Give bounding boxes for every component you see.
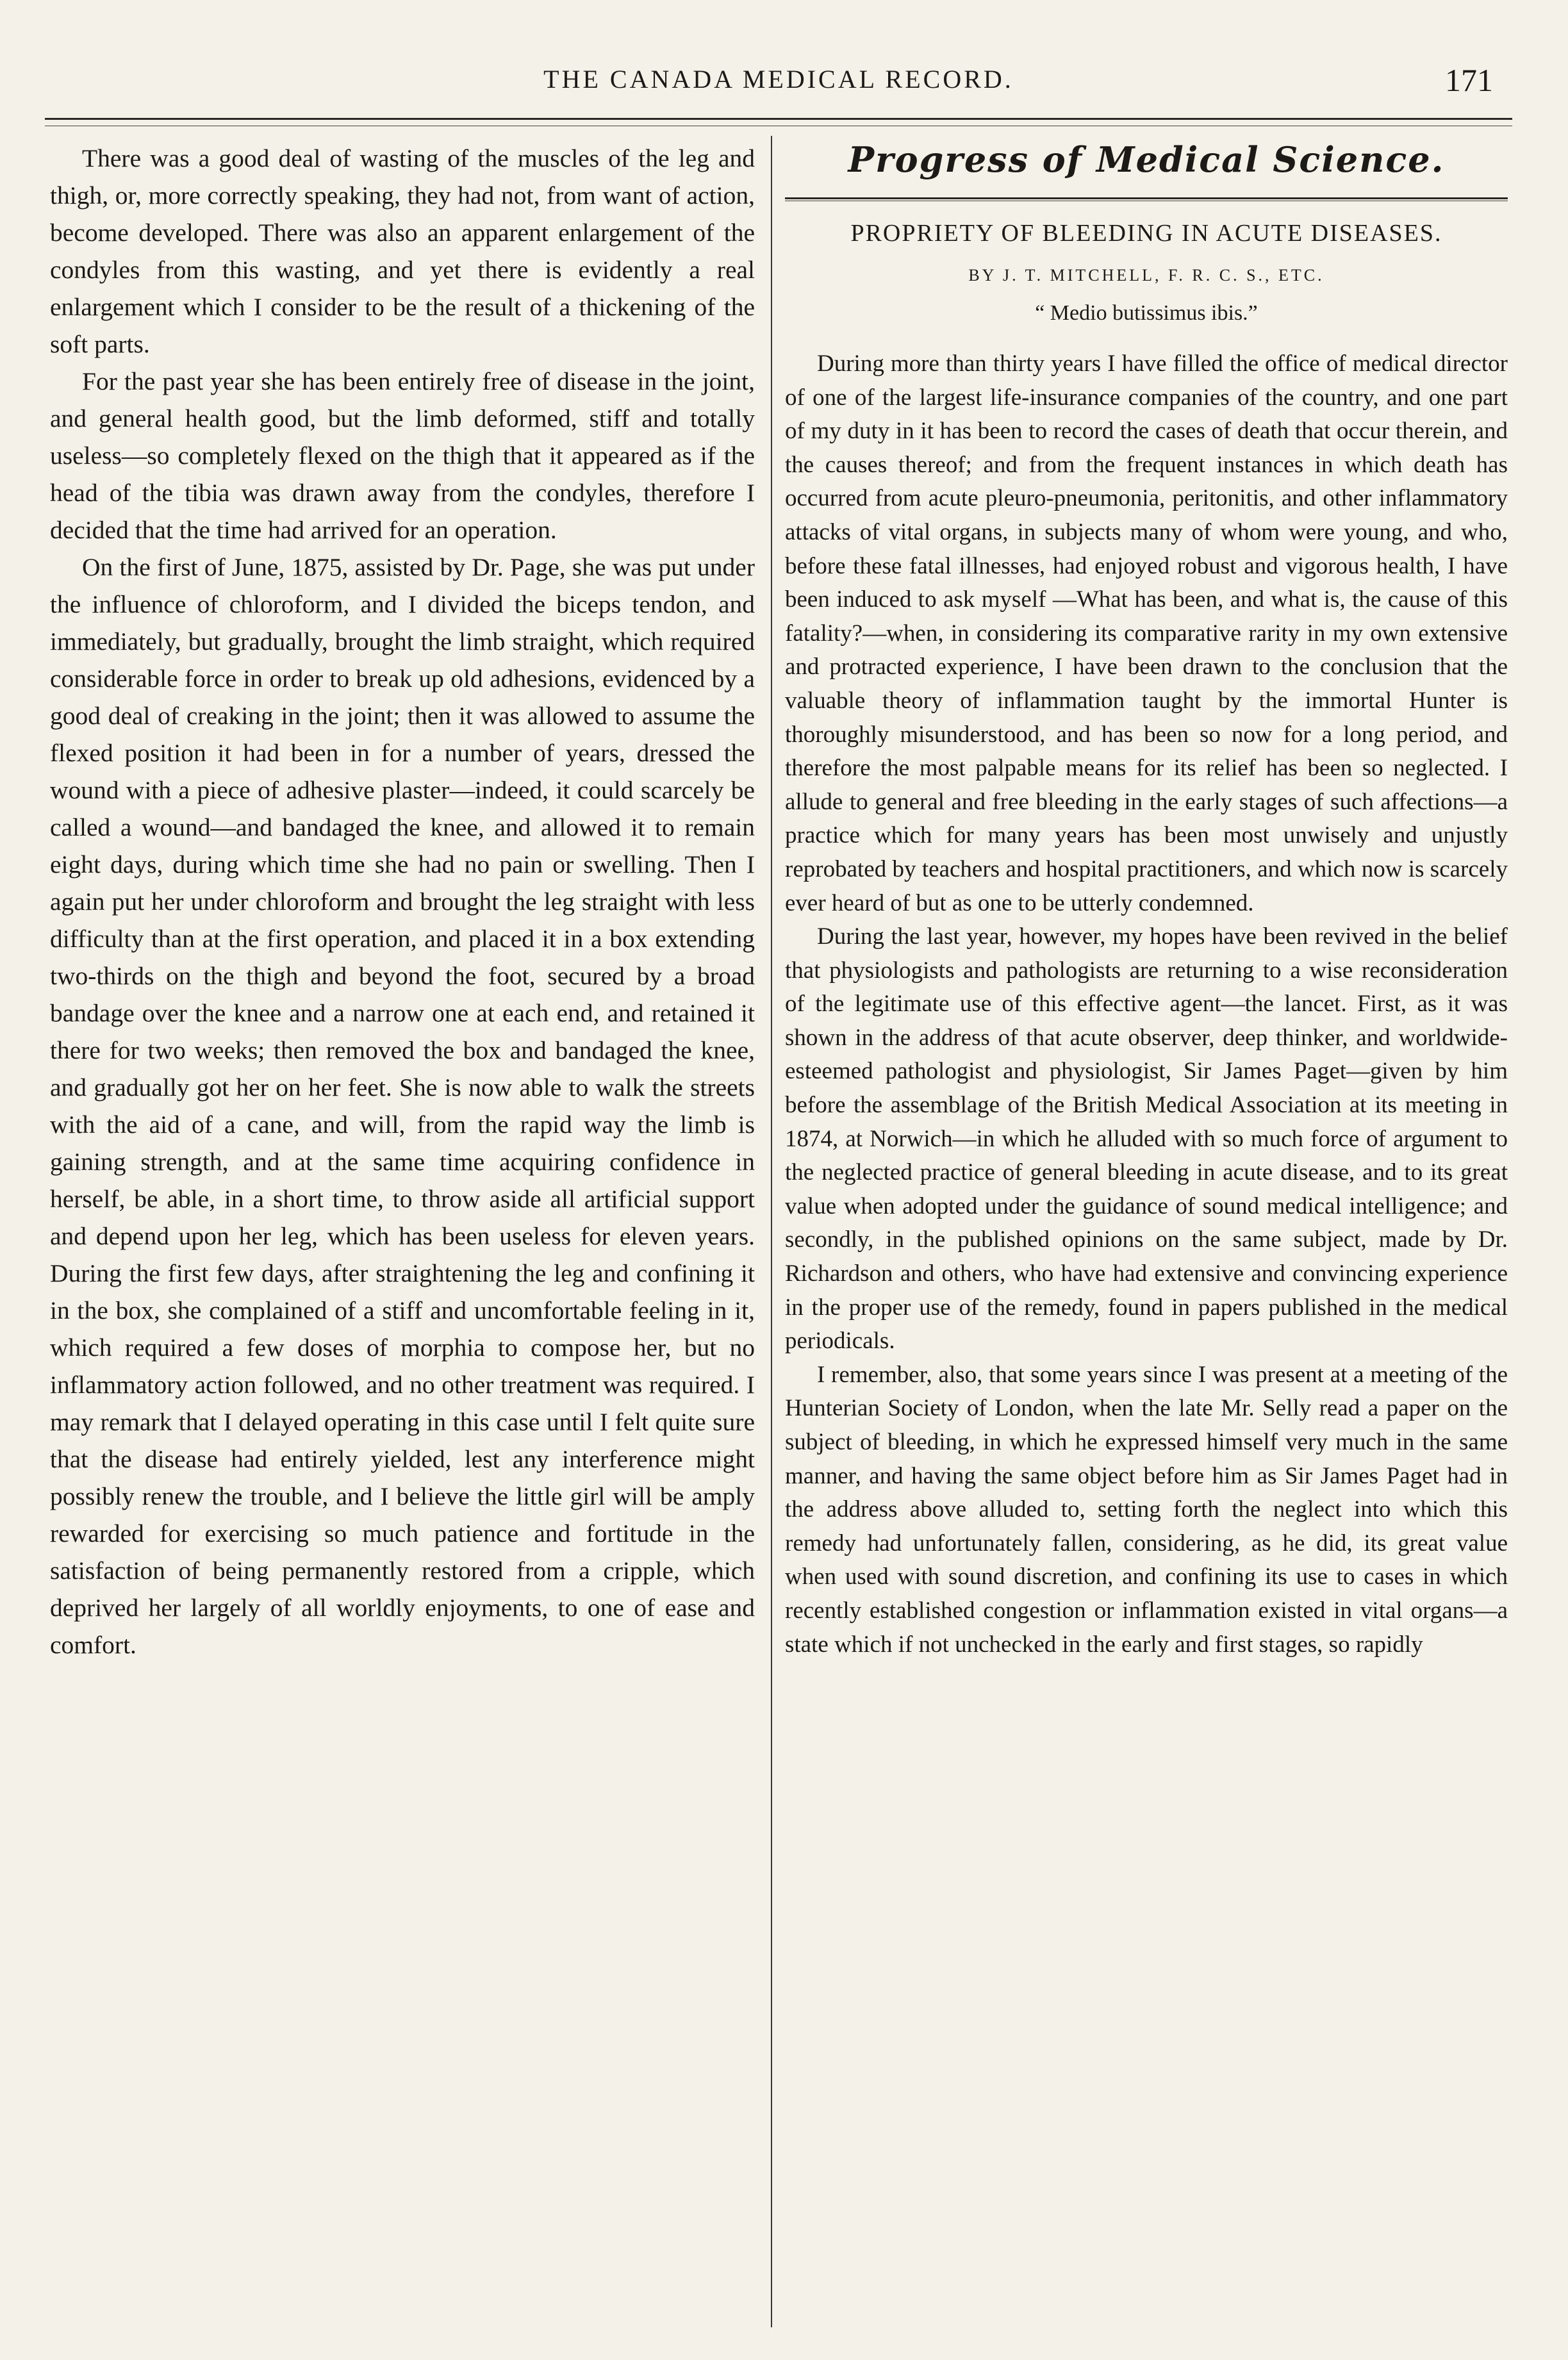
running-head <box>45 59 1512 110</box>
right-paragraph-2: During the last year, however, my hopes have been revived in the belief that physiologists and pathologists are returning to a wise reconsideration of the legitimate use of this effective agent—the lancet. First, as it was shown in the address of that acute observer, deep thinker, and worldwide-esteemed pathologist and physiologist, Sir James Paget—given by him before the assemblage of the British Medical Association at its meeting in 1874, at Norwich—in which he alluded with so much force of argument to the neglected practice of general bleeding in acute disease, and to its great value when adopted under the guidance of sound medical intelligence; and secondly, in the published opinions on the same subject, made by Dr. Richardson and others, who have had extensive and convincing experience in the proper use of the remedy, found in papers published in the medical periodicals. <box>785 923 1508 1355</box>
column-divider <box>771 136 772 2327</box>
section-rule <box>785 197 1508 199</box>
journal-title: THE CANADA MEDICAL RECORD. <box>543 65 1014 94</box>
page-number: 171 <box>1445 62 1493 98</box>
left-paragraph-2: For the past year she has been entirely free of disease in the joint, and general health good, but the limb deformed, stiff and totally useless—so completely flexed on the thigh that it appeared as if the head of the tibia was drawn away from the condyles, therefore I decided that the time had arrived for an operation. <box>50 367 755 544</box>
left-paragraph-3: On the first of June, 1875, assisted by Dr. Page, she was put under the influence of chloroform, and I divided the biceps tendon, and immediately, but gradually, brought the limb straight, which required considerable force in order to break up old adhesions, evidenced by a good deal of creaking in the joint; then it was allowed to assume the flexed position it had been in for a number of years, dressed the wound with a piece of adhesive plaster—indeed, it could scarcely be called a wound—and bandaged the knee, and allowed it to remain eight days, during which time she had no pain or swelling. Then I again put her under chloroform and brought the leg straight with less difficulty than at the first operation, and placed it in a box extending two-thirds on the thigh and beyond the foot, secured by a broad bandage over the knee and a narrow one at each end, and retained it there for two weeks; then removed the box and bandaged the knee, and gradually got her on her feet. She is now able to walk the streets with the aid of a cane, and will, from the rapid way the limb is gaining strength, and at the same time acquiring confidence in herself, be able, in a short time, to throw aside all artificial support and depend upon her leg, which has been useless for eleven years. During the first few days, after straightening the leg and confining it in the box, she complained of a stiff and uncomfortable feeling in it, which required a few doses of morphia to compose her, but no inflammatory action followed, and no other treatment was required. I may remark that I delayed operating in this case until I felt quite sure that the disease had entirely yielded, lest any interference might possibly renew the trouble, and I believe the little girl will be amply rewarded for exercising so much patience and fortitude in the satisfaction of being permanently restored from a cripple, which deprived her largely of all worldly enjoyments, to one of ease and comfort. <box>50 553 755 1659</box>
article-title: PROPRIETY OF BLEEDING IN ACUTE DISEASES. <box>850 220 1442 247</box>
article-motto: “ Medio butissimus ibis.” <box>1035 301 1258 325</box>
author-byline: BY J. T. MITCHELL, F. R. C. S., ETC. <box>968 266 1325 285</box>
header-rule <box>45 118 1512 120</box>
right-column <box>785 132 1508 2330</box>
section-title: Progress of Medical Science. <box>848 139 1445 180</box>
right-paragraph-1: During more than thirty years I have filled the office of medical director of one of the largest life-insurance companies of the country, and one part of my duty in it has been to record the cases of death that occur therein, and the causes thereof; and from the frequent instances in which death has occurred from acute pleuro-pneumonia, peritonitis, and other inflammatory attacks of vital organs, in subjects many of whom were young, and who, before these fatal illnesses, had enjoyed robust and vigorous health, I have been induced to ask myself —What has been, and what is, the cause of this fatality?—when, in considering its comparative rarity in my own extensive and protracted experience, I have been drawn to the conclusion that the valuable theory of inflammation taught by the immortal Hunter is thoroughly misunderstood, and has been so now for a long period, and therefore the most palpable means for its relief has been so neglected. I allude to general and free bleeding in the early stages of such affections—a practice which for many years has been most unwisely and unjustly reprobated by teachers and hospital practitioners, and which now is scarcely ever heard of but as one to be utterly condemned. <box>785 351 1508 916</box>
left-column <box>50 140 755 2331</box>
left-paragraph-1: There was a good deal of wasting of the muscles of the leg and thigh, or, more correctly speaking, they had not, from want of action, become developed. There was also an apparent enlargement of the condyles from this wasting, and yet there is evidently a real enlargement which I consider to be the result of a thickening of the soft parts. <box>50 144 755 358</box>
right-paragraph-3: I remember, also, that some years since I was present at a meeting of the Hunterian Society of London, when the late Mr. Selly read a paper on the subject of bleeding, in which he expressed himself very much in the same manner, and having the same object before him as Sir James Paget had in the address above alluded to, setting forth the neglect into which this remedy had unfortunately fallen, considering, as he did, its great value when used with sound discretion, and confining its use to cases in which recently established congestion or inflammation existed in vital organs—a state which if not unchecked in the early and first stages, so rapidly <box>785 1361 1508 1658</box>
